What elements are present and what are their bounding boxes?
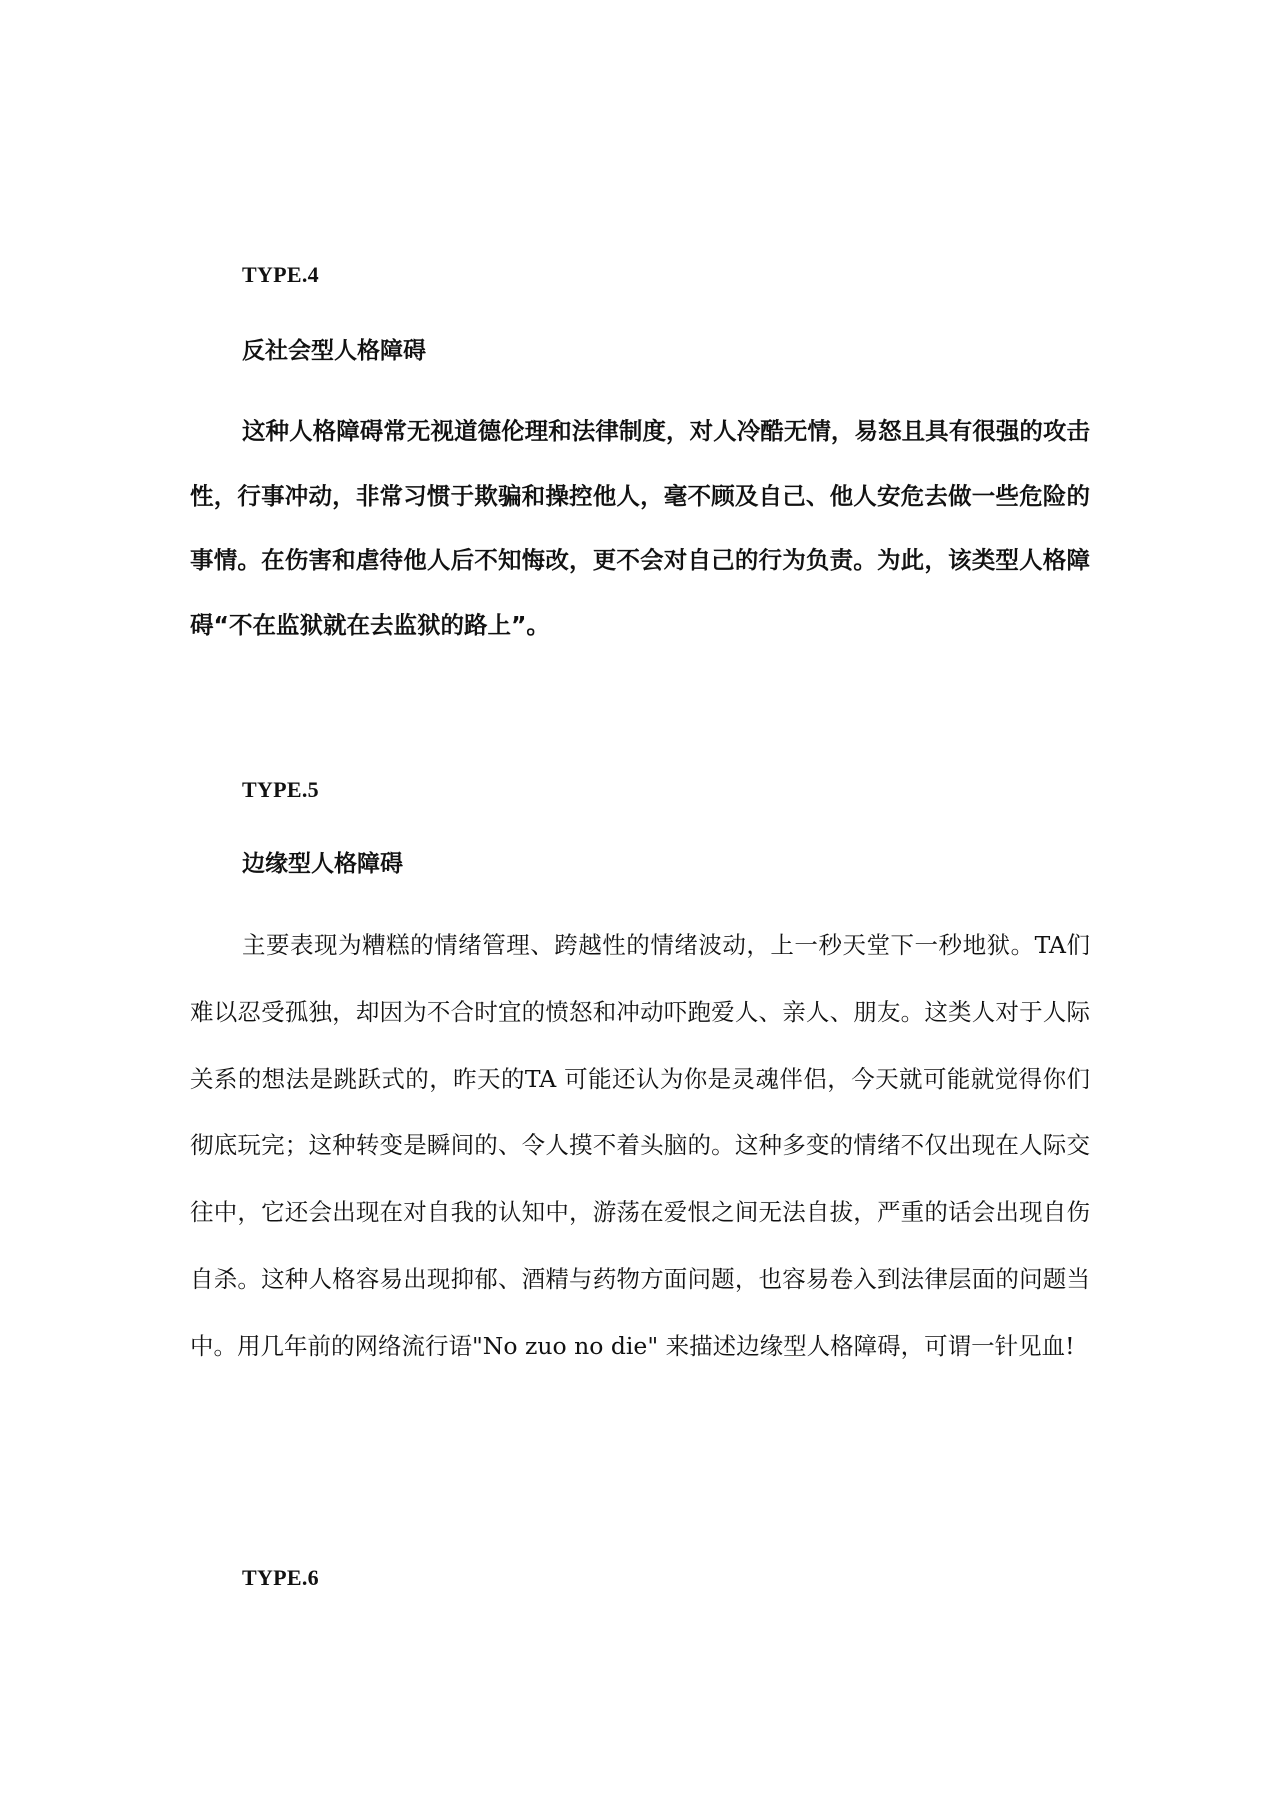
section-type-label: TYPE.4 bbox=[242, 262, 319, 287]
section-type-label: TYPE.6 bbox=[242, 1565, 319, 1590]
section-paragraph: 主要表现为糟糕的情绪管理、跨越性的情绪波动，上一秒天堂下一秒地狱。TA们难以忍受孤独，却因为不合时宜的愤怒和冲动吓跑爱人、亲人、朋友。这类人对于人际关系的想法是跳跃式的，昨天的TA 可能还认为你是灵魂伴侣，今天就可能就觉得你们彻底玩完；这种转变是瞬间的、令人摸不着头脑的。这种多变的情绪不仅出现在人际交往中，它还会出现在对自我的认知中，游荡在爱恨之间无法自拔，严重的话会出现自伤自杀。这种人格容易出现抑郁、酒精与药物方面问题，也容易卷入到法律层面的问题当中。用几年前的网络流行语"No zuo no die" 来描述边缘型人格障碍，可谓一针见血! bbox=[190, 931, 1090, 1360]
section-heading: 边缘型人格障碍 bbox=[242, 851, 403, 877]
section-type-label: TYPE.5 bbox=[242, 777, 319, 802]
section-heading: 反社会型人格障碍 bbox=[242, 338, 426, 364]
section-paragraph: 这种人格障碍常无视道德伦理和法律制度，对人冷酷无情，易怒且具有很强的攻击性，行事冲动，非常习惯于欺骗和操控他人，毫不顾及自己、他人安危去做一些危险的事情。在伤害和虐待他人后不知悔改，更不会对自己的行为负责。为此，该类型人格障碍“不在监狱就在去监狱的路上”。 bbox=[190, 417, 1090, 639]
